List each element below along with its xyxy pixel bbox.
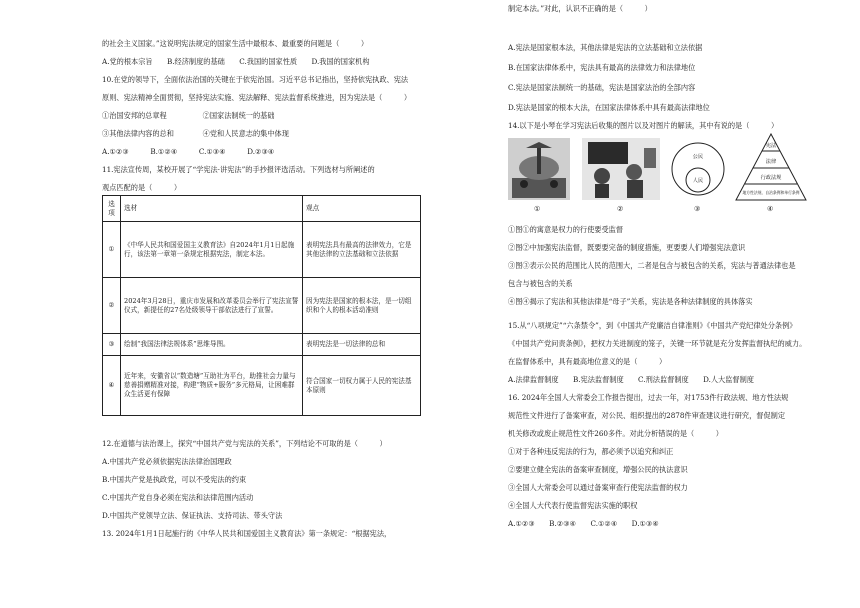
figure-1-image: [508, 138, 570, 200]
question-15-stem-2: 《中国共产党问责条例》，把权力关进制度的笼子，关键一环节就是充分发挥监督执纪的威力。: [508, 339, 807, 348]
figure-2-label: ②: [617, 205, 624, 213]
question-16-choice-4: ④全国人大代表行使监督宪法实施的职权: [508, 501, 638, 510]
question-11-table: [102, 195, 421, 416]
table-cell-material: 近年来，安徽省以“数造塘”互助社为平台，助推社会力量与慈善捐赠精准对接，构建“物质+服务”多元格局，让困难群众生活更有保障: [121, 356, 303, 416]
question-14-choice-4: ④图④揭示了宪法和其他法律是“母子”关系，宪法是各种法律制度的具体落实: [508, 297, 753, 306]
question-12-option-a: A.中国共产党必须依据宪法法律治国理政: [102, 457, 232, 466]
table-cell-view: 因为宪法是国家的根本法，是一切组织和个人的根本活动准则: [303, 278, 421, 334]
question-13-stem-2: 制定本法。”对此，认识不正确的是（ ）: [508, 4, 652, 13]
question-14-choice-3: ③图③表示公民的范围比人民的范围大，二者是包含与被包含的关系，宪法与普通法律也是: [508, 261, 796, 270]
question-10-stem-2: 原则、宪法精神全面贯彻，坚持宪法实施、宪法解释、宪法监督系统推进，因为宪法是（ ）: [102, 93, 412, 102]
question-16-choice-1: ①对于各种违反宪法的行为，都必须予以追究和纠正: [508, 447, 674, 456]
table-cell-view: 表明宪法是一切法律的总和: [303, 334, 421, 356]
question-12-option-d: D.中国共产党领导立法、保证执法、支持司法、带头守法: [102, 511, 283, 520]
question-11-stem-2: 观点匹配的是（ ）: [102, 183, 182, 192]
table-row: [103, 222, 421, 278]
question-16-stem: 16. 2024年全国人大常委会工作报告提出，过去一年，对1753件行政法规、地方性法规: [508, 393, 789, 402]
question-10-choice-2: ③其他法律内容的总和 ④党和人民意志的集中体现: [102, 129, 289, 138]
question-10-options: A.①②③ B.①②④ C.①③④ D.②③④: [102, 147, 275, 156]
question-10-choice-1: ①治国安邦的总章程 ②国家法制统一的基础: [102, 111, 275, 120]
pyramid-level-4: 地方性法规、自治条例和单行条例: [742, 190, 800, 195]
question-15-stem: 15.从“八项规定”“六条禁令”，到《中国共产党廉洁自律准则》《中国共产党纪律处分条例》: [508, 321, 797, 330]
figure-3-diagram: [670, 138, 726, 200]
table-cell-material: 绘制“我国法律法规体系”思维导图。: [121, 334, 303, 356]
left-page: [102, 0, 420, 608]
question-15-options: A.法律监督制度 B.宪法监督制度 C.刑法监督制度 D.人大监督制度: [508, 375, 754, 384]
question-16-stem-2: 规范性文件进行了备案审查，对公民、组织提出的2878件审查建议进行研究，督促制定: [508, 411, 786, 420]
figure-2-image: [582, 138, 660, 200]
table-cell-material: 2024年3月28日，重庆市发展和改革委员会举行了宪法宣誓仪式，新提任的27名处级领导干部依法进行了宣誓。: [121, 278, 303, 334]
figure-3-label: ③: [694, 205, 701, 213]
question-9-stem: 的社会主义国家。”这说明宪法规定的国家生活中最根本、最重要的问题是（ ）: [102, 39, 369, 48]
question-12-stem: 12.在道德与法治课上，探究“中国共产党与宪法的关系”，下列结论不可取的是（ ）: [102, 439, 387, 448]
pyramid-level-2: 法律: [765, 159, 777, 165]
question-13-option-b: B.在国家法律体系中，宪法具有最高的法律效力和法律地位: [508, 63, 696, 72]
table-cell-option: ③: [103, 334, 121, 356]
figure-4-pyramid: [734, 132, 808, 202]
right-page: [508, 0, 808, 608]
question-13-stem: 13. 2024年1月1日起施行的《中华人民共和国爱国主义教育法》第一条规定：“根据宪法，: [102, 529, 392, 538]
figure-4-label: ④: [767, 205, 774, 213]
table-cell-option: ①: [103, 222, 121, 278]
question-15-stem-3: 在监督体系中，具有最高地位意义的是（ ）: [508, 357, 667, 366]
table-row: [103, 356, 421, 416]
question-14-choice-2: ②图②中加强宪法监督，既要要完备的制度措施，更要要人们增强宪法意识: [508, 243, 746, 252]
table-cell-view: 符合国家一切权力属于人民的宪法基本原则: [303, 356, 421, 416]
question-16-choice-3: ③全国人大常委会可以通过备案审查行使宪法监督的权力: [508, 483, 688, 492]
question-16-choice-2: ②要建立健全宪法的备案审查制度，增强公民的执法意识: [508, 465, 688, 474]
question-12-option-c: C.中国共产党自身必须在宪法和法律范围内活动: [102, 493, 254, 502]
figure-3-outer-label: 公民: [692, 154, 704, 160]
question-13-option-c: C.宪法是国家法制统一的基础，宪法是国家法治的全部内容: [508, 83, 696, 92]
question-14-choice-1: ①图①的寓意是权力的行使要受监督: [508, 225, 624, 234]
question-13-option-d: D.宪法是国家的根本大法，在国家法律体系中具有最高法律地位: [508, 103, 710, 112]
question-12-option-b: B.中国共产党是执政党，可以不受宪法的约束: [102, 475, 247, 484]
question-11-stem: 11.宪法宣传周，某校开展了“学宪法·讲宪法”的手抄报评选活动。下列选材与所阐述的: [102, 165, 375, 174]
table-header-view: 观点: [303, 196, 421, 222]
question-14-stem: 14.以下是小琴在学习宪法后收集的图片以及对图片的解读，其中有说的是（ ）: [508, 121, 779, 130]
question-9-options: A.党的根本宗旨 B.经济制度的基础 C.我国的国家性质 D.我国的国家机构: [102, 57, 370, 66]
question-13-option-a: A.宪法是国家根本法，其他法律是宪法的立法基础和立法依据: [508, 43, 703, 52]
figure-1-label: ①: [534, 205, 541, 213]
table-cell-material: 《中华人民共和国爱国主义教育法》自2024年1月1日起施行，该法第一章第一条规定根据宪法，制定本法。: [121, 222, 303, 278]
table-cell-option: ④: [103, 356, 121, 416]
pyramid-level-1: 宪法: [765, 143, 777, 149]
table-cell-view: 表明宪法具有最高的法律效力，它是其他法律的立法基础和立法依据: [303, 222, 421, 278]
table-row: [103, 278, 421, 334]
table-row: [103, 334, 421, 356]
figure-3-inner-label: 人民: [692, 178, 704, 184]
table-cell-option: ②: [103, 278, 121, 334]
table-header-material: 选材: [121, 196, 303, 222]
pyramid-level-3: 行政法规: [760, 175, 782, 181]
question-16-options: A.①②③ B.②③④ C.①②④ D.①③④: [508, 519, 659, 528]
question-16-stem-3: 机关修改或废止规范性文件260多件。对此分析错误的是（ ）: [508, 429, 723, 438]
question-14-choice-3b: 包含与被包含的关系: [508, 279, 573, 288]
question-10-stem: 10.在党的领导下，全面依法治国的关键在于依宪治国。习近平总书记指出，坚持依宪执政、宪法: [102, 75, 409, 84]
table-header-option: 选项: [103, 196, 121, 222]
